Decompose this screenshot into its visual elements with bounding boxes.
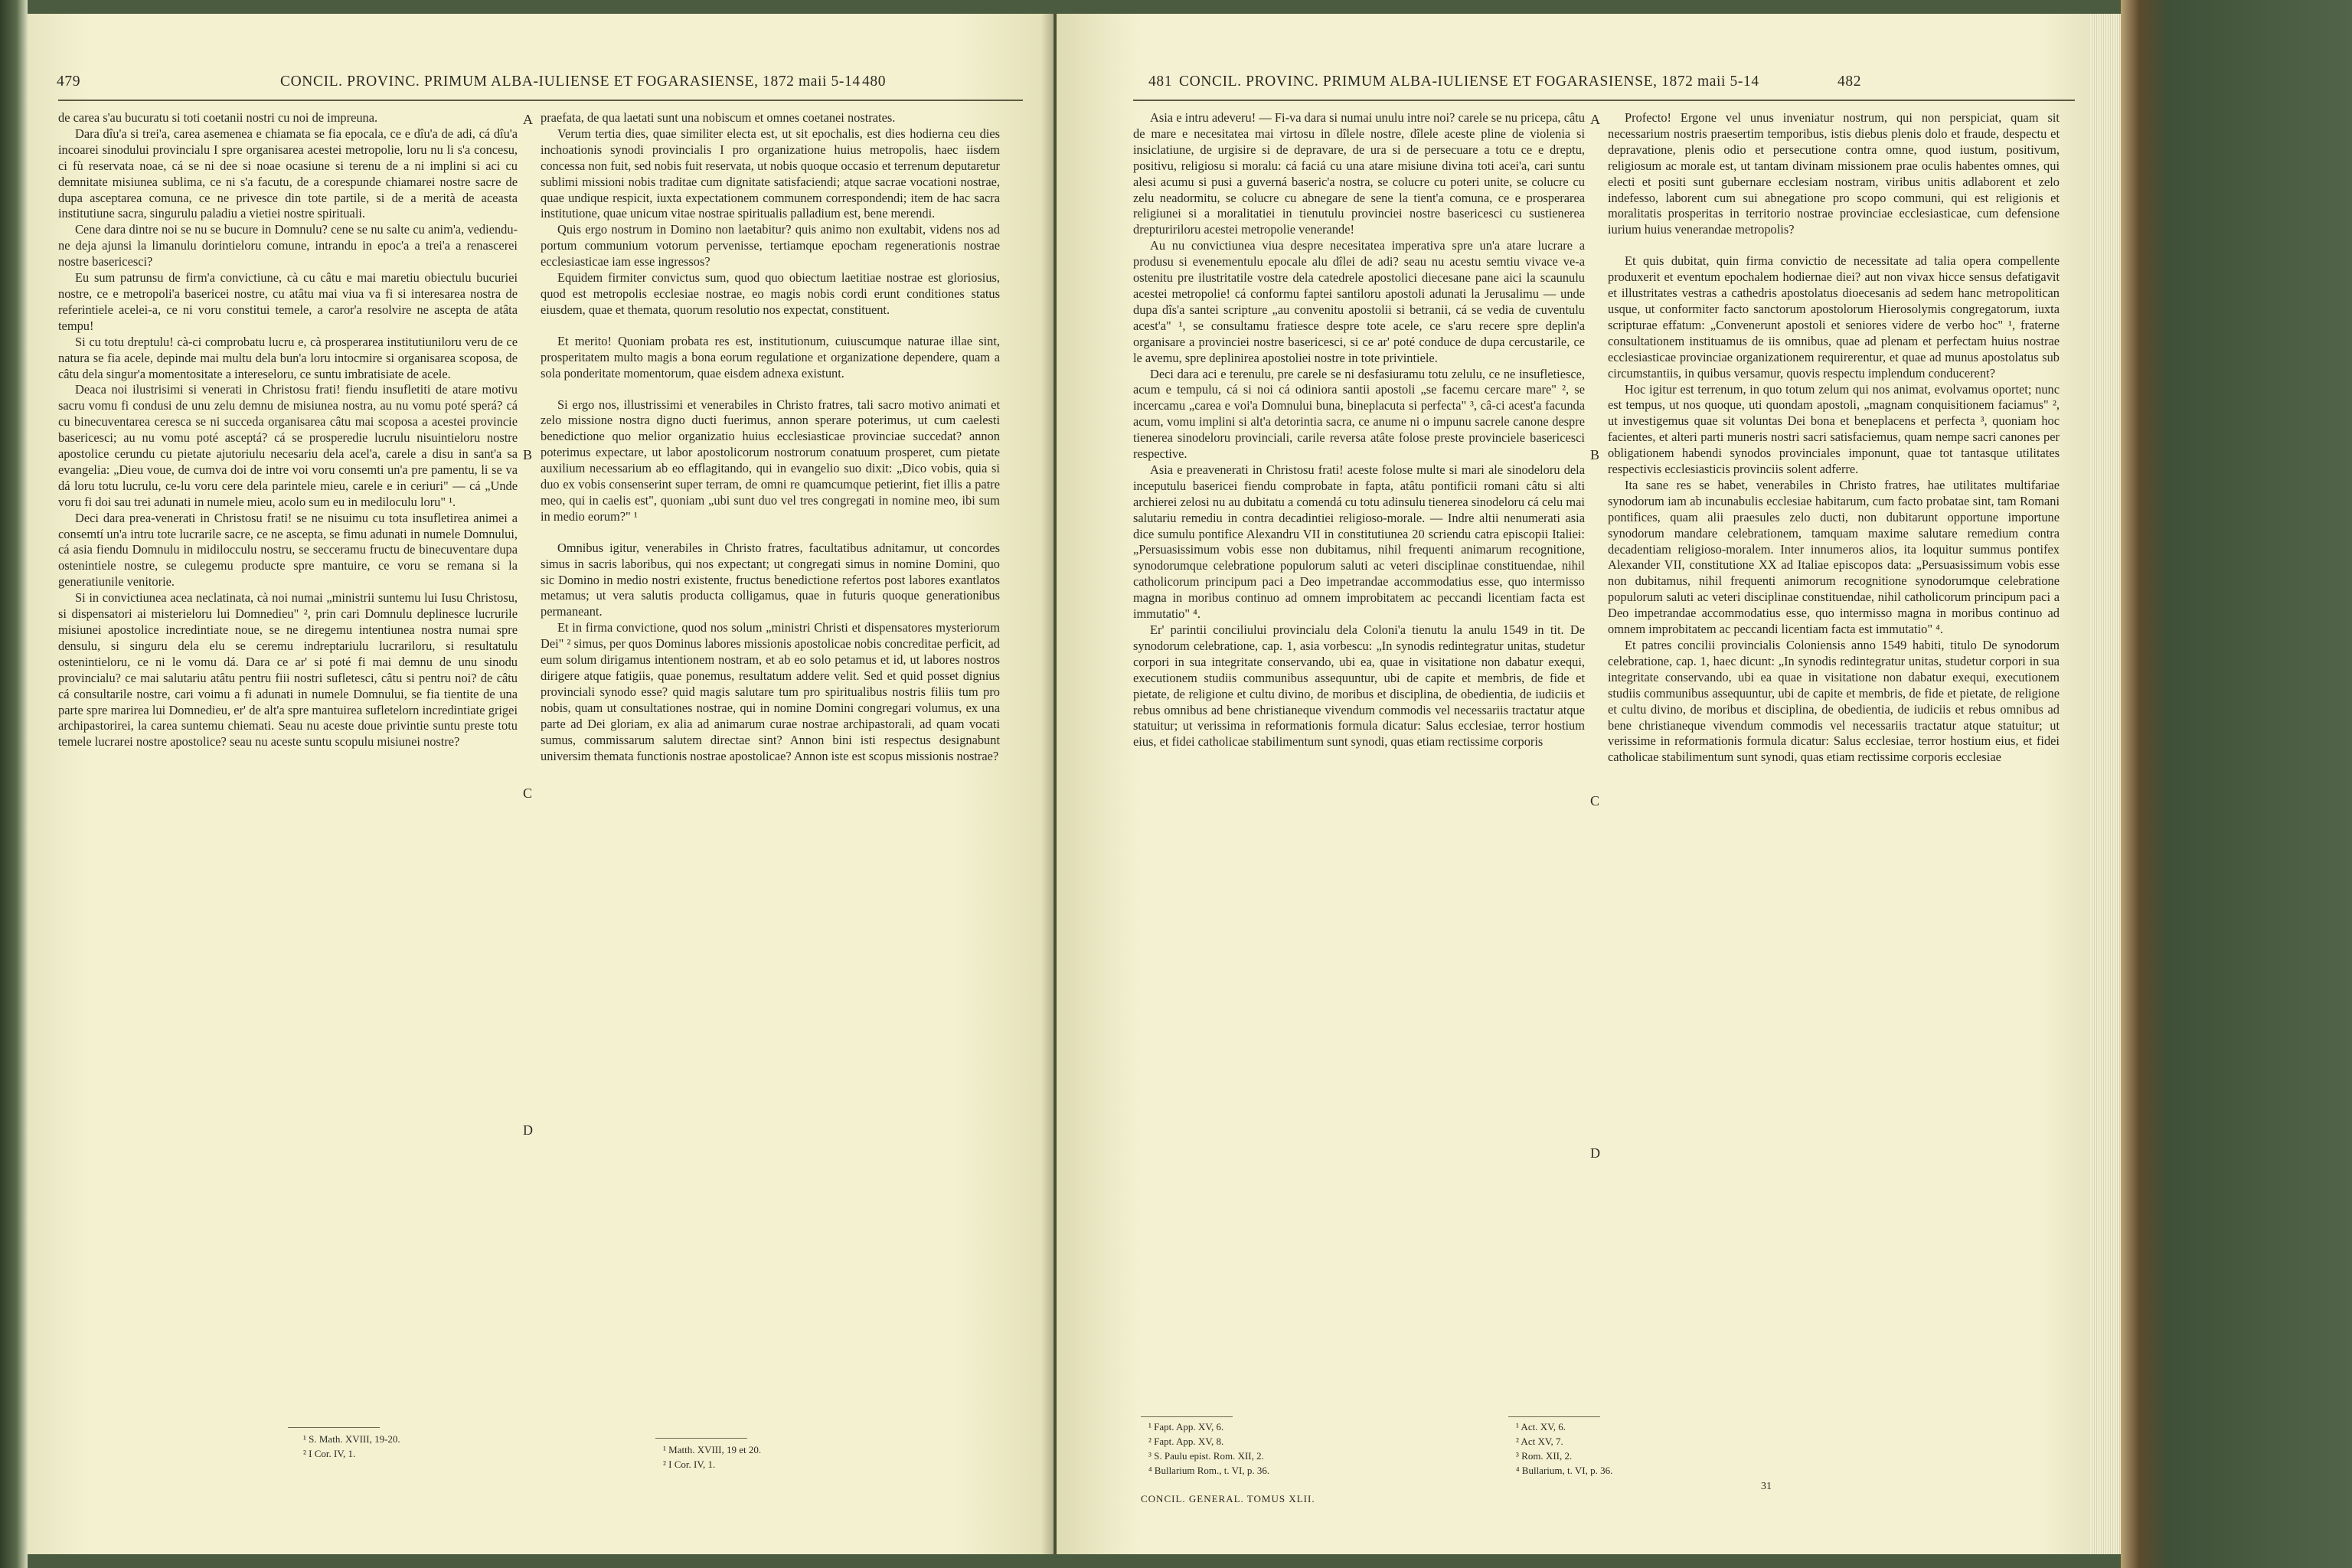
book-left-edge: [0, 0, 28, 1568]
margin-letter-a: A: [1590, 112, 1600, 127]
margin-letter-d: D: [523, 1122, 533, 1138]
paragraph: praefata, de qua laetati sunt una nobiscum et omnes coetanei nostrates.: [541, 110, 896, 125]
footnote: ¹ Matth. XVIII, 19 et 20.: [663, 1444, 762, 1455]
left-page-number-b: 480: [862, 74, 887, 90]
paragraph: Au nu convictiunea viua despre necesitatea imperativa spre un'a atare lucrare a produsu si evenementulu epocale alu dîlei de adi? seau nu acestu semtiu vivace ve-a ostenitu pre ilustritatile vostre dela catedrele apostolici diecesane pane aici la scaunulu acestei metropolie! cá conformu faptei santiloru apostoli adunati la Jerusalimu — unde dupa dîs'a santei scripture „au convenitu apostolii si betranii, cá se vedia de cuventulu acest'a" ¹, se consultamu fratiesce despre tote acele, ce s'aru recere spre deplin'a organisare a provinciei nostre basericesci, si ce ar' poté conduce de dupa cercustarile, ce le avemu, spre deplinirea apostoliei nostre in tote privintiele.: [1133, 238, 1585, 365]
paragraph: Deaca noi ilustrisimi si venerati in Christosu frati! fiendu insufletiti de atare motivu sacru vomu fi condusi de unu zelu demnu de misiunea nostra, au nu vomu poté sperá? cá cu binecuventarea ceresca se ni succeda organisarea câtu mai scoposa a acestei provincie basericesci; au nu vomu poté asceptá? cá se prosperedie lucrulu nisuintieloru nostre apostolice cerundu cu pietate ajutoriulu necesariu dela acel'a, carele a disu in sant'a sa evangelia: „Dieu voue, de cumva doi de intre voi voru consemti un'a pre pamentu, li se va dá loru totu lucrulu, ce-lu voru cere dela parintele mieu, carele e in ceriuri" — cá „Unde voru fi doi sau trei adunati in numele mieu, acolo sum eu in mediloculu loru" ¹.: [58, 382, 518, 509]
paragraph: de carea s'au bucuratu si toti coetanii nostri cu noi de impreuna.: [58, 110, 378, 125]
footnote: ³ Rom. XII, 2.: [1516, 1450, 1573, 1462]
paragraph: Et merito! Quoniam probata res est, institutionum, cuiuscumque naturae illae sint, prosperitatem multo magis a bona eorum regulatione et organizatione dependere, quam a sola ponderitate momentorum, quae eisdem adnexa existunt.: [541, 333, 1000, 381]
footnote-rule: [1508, 1416, 1600, 1417]
right-page: [1057, 14, 2090, 1554]
paragraph: Asia e intru adeveru! — Fi-va dara si numai unulu intre noi? carele se nu pricepa, câtu de mare e necesitatea mai virtosu in dîlele nostre, dîlele aceste pline de violenia si insiclatiune, de urgisire si de depravare, de ura si de persecuare a totu ce e dreptu, positivu, religiosu si moralu: cá faciá cu una atare misiune divina toti acei'a, cari suntu alesi acumu si pusi a guverná baseric'a nostra, se colucre cu poteri unite, se colucre cu zelu neadormitu, se colucre cu abnegare de sene la tient'a comuna, ce e prosperarea religiunei si a moralitatiei in tienutulu provinciei nostre basericesci cu sustienerea dreptuririloru acestei metropolie venerande!: [1133, 110, 1585, 237]
paragraph: Quis ergo nostrum in Domino non laetabitur? quis animo non exultabit, videns nos ad portum communium votorum pervenisse, tertiamque epocham regenerationis nostrae ecclesiasticae iam esse ingressos?: [541, 222, 1000, 270]
paragraph: Et in firma convictione, quod nos solum „ministri Christi et dispensatores mysteriorum Dei" ² simus, per quos Dominus labores missionis apostolicae nobis concreditae perficit, ad eum solum dirigamus intentionem nostram, et ab eo solo petamus et id, ut labores nostros dirigere atque fatigiis, quae ponemus, resultatum addere velit. Sed et quid posset dignius provinciali synodo esse? quid magis salutare tum pro spiritualibus nostris filiis tum pro nobis, quam ut consultationes nostrae, qui in nomine Domini congregari volumus, ex una parte ad Dei gloriam, ex alia ad animarum curae nostrae archipastorali, ad quam vocati sumus, commissarum salutem directae sint? Annon bini isti respectus designabunt universim themata functionis nostrae apostolicae? Annon iste est scopus missionis nostrae?: [541, 620, 1000, 763]
margin-letter-c: C: [523, 786, 533, 801]
paragraph: Dara dîu'a si trei'a, carea asemenea e chiamata se fia epocala, ce e dîu'a de adi, cá dîu'a incoarei sinodului provincialu I spre organisarea acestei metropolie, loru nu li s'a concesu, ci fù reservata noae, cá se ni dee si noae ocasiune si terenu de a ni implini si aci cu demnitate misiunea sublima, ce ni s'a facutu, de a corespunde chiamarei nostre sacre de dupa asceptarea comuna, ce ne privesce din tote partile, si de a merità de aceasta institutiune sacra, singurulu paladiu a vietiei nostre spirituali.: [58, 126, 518, 221]
left-header-rule: [58, 100, 1023, 101]
right-footnotes-romanian: [1148, 1419, 1269, 1478]
footnote: ² I Cor. IV, 1.: [303, 1448, 356, 1459]
paragraph: Asia e preavenerati in Christosu frati! aceste folose multe si mari ale sinodeloru dela inceputulu basericei fiendu comprobate in fapta, atâtu pontificii romani câtu si alti archierei zelosi nu au dubitatu a comendá cu totu adinsulu tienerea sinodeloru cá celu mai salutariu remediu in contra decadintiei religioso-morale. — Indre altii nenumerati asia dice sumulu pontifice Alexandru VII in constitutiunea 20 scriendu catra episcopii Italiei: „Persuasissimum vobis esse non dubitamus, nihil frequenti animarum recognitione, synodorumque celebratione populorum saluti ac veteri disciplinae constituendae, nihil catholicorum principum paci a Deo impetrandae accommodatius esse, quo intermisso magna in moribus continuo ad omnem improbitatem ac peccandi licentiam facta est immutatio" ⁴.: [1133, 462, 1585, 622]
right-header-rule: [1133, 100, 2075, 101]
left-footnotes-romanian: [303, 1432, 400, 1461]
margin-letter-c: C: [1590, 793, 1600, 808]
margin-letter-b: B: [523, 447, 533, 462]
footnote: ¹ Fapt. App. XV, 6.: [1148, 1421, 1224, 1432]
margin-letter-a: A: [523, 112, 533, 127]
paragraph: Ita sane res se habet, venerabiles in Christo fratres, hae utilitates multifariae synodorum iam ab incunabulis ecclesiae habitarum, cum facto probatae sint, tam Romani pontifices, quam alii praesules zelo ducti, non dubitarunt opportune importune synodorum mandare celebrationem, tamquam maxime salutare remedium contra decadentiam religioso-moralem. Inter innumeros alios, ita loquitur summus pontifex Alexander VII, constitutione XX ad Italiae episcopos data: „Persuasissimum vobis esse non dubitamus, nihil frequenti animorum recognitione synodorumque celebratione populorum saluti ac veteri disciplinae constituendae, nihil catholicorum principum paci a Deo impetrandae accommodatius esse, quo intermisso magna in moribus continuo ad omnem improbitatem ac peccandi licentiam facta est immutatio" ⁴.: [1608, 477, 2060, 637]
paragraph: Et patres concilii provincialis Coloniensis anno 1549 habiti, titulo De synodorum celebratione, cap. 1, haec dicunt: „In synodis redintegratur unitas, studetur corpori in sua integritate conservando, ubi ea quae in visitatione non dabatur exequi, executionem studiis communibus assequuntur, ubi de capite et membris, de fide et pietate, de religione et cultu divino, de moribus et disciplina, de obedientia, de iudiciis et rebus omnibus ad bene christianeque vivendum commodis vel necessariis tractatur atque statuitur; ut verissime in reformationis formula dicatur: Salus ecclesiae, terror hostium eius, et fidei catholicae stabilimentum sunt synodi, quas etiam rectissime corporis ecclesiae: [1608, 638, 2060, 765]
footnote: ¹ Act. XV, 6.: [1516, 1421, 1566, 1432]
paragraph: Verum tertia dies, quae similiter electa est, ut sit epochalis, est dies hodierna ceu dies inchoationis synodi provincialis I pro organizatione huius metropolis, haec iisdem concessa non fuit, sed nobis fuit reservata, ut nobis quoque occasio et terrenum deputaretur sublimi missioni nobis traditae cum dignitate satisfaciendi; atque sacrae vocationi nostrae, quae undique respicit, iuxta expectationem communem correspondendi; item de hac sacra institutione, quae unicum vitae nostrae spiritualis palladium est, bene merendi.: [541, 126, 1000, 221]
right-column-romanian: [1133, 110, 1585, 750]
paragraph: Equidem firmiter convictus sum, quod quo obiectum laetitiae nostrae est gloriosius, quod est metropolis ecclesiae nostrae, eo magis nobis cordi erunt conditiones status eiusdem, quae et themata, quorum resolutio nos expectat, constituent.: [541, 270, 1000, 317]
left-footnotes-latin: [663, 1442, 761, 1472]
page-block-edge: [2090, 14, 2121, 1554]
sheet-number: 31: [1761, 1481, 1772, 1492]
paragraph: Et quis dubitat, quin firma convictio de necessitate ad talia opera compellente produxerit et eventum epochalem hodiernae diei? aut non vivax hicce sensus defatigavit et illustritates vestras a cathedris apostolatus dioecesanis ad sedem hanc metropolitican usque, ut conformiter facto sanctorum apostolorum Hierosolymis congregatorum, iuxta scripturae effatum: „Convenerunt apostoli et seniores videre de verbo hoc" ¹, fraterne consultationem instituamus de iis omnibus, quae ad plenam et perfectam huius nostrae ecclesiasticae provinciae organizationem requirerentur, et quae ad munus apostolatus sub circumstantiis, in quibus versamur, quovis respectu implendum conducerent?: [1608, 253, 2060, 381]
left-running-header: [57, 74, 861, 90]
paragraph: Si cu totu dreptulu! cà-ci comprobatu lucru e, cà prosperarea institutiuniloru veru de ce natura se fia acele, depinde mai multu dela bun'a loru intocmire si organisarea scoposa, de câtu dela singur'a momentositate a intereseloru, ce suntu imbratisiate de acele.: [58, 334, 518, 381]
book-cover: [2121, 0, 2352, 1568]
paragraph: Er' parintii conciliului provincialu dela Coloni'a tienutu la anulu 1549 in tit. De synodorum celebratione, cap. 1, asia vorbescu: „In synodis redintegratur unitas, studetur corpori in sua integritate conservando, ubi ea, quae in visitatione non dabatur exequi, executionem studiis communibus assequuntur, ubi de capite et membris, de fide et pietate, de religione et cultu divino, de moribus et disciplina, de obedientia, de iudiciis et rebus omnibus ad bene christianeque vivendum commodis vel necessariis tractatur atque statuitur; ut verissima in reformationis formula dicatur: Salus ecclesiae, terror hostium eius, et fidei catholicae stabilimentum sunt synodi, quas etiam rectissime corporis: [1133, 622, 1585, 750]
right-page-number-a: 481: [1148, 74, 1173, 90]
paragraph: Cene dara dintre noi se nu se bucure in Domnulu? cene se nu salte cu anim'a, vediendu-ne deja ajunsi la limanulu dorintieloru comune, intrandu in epoc'a a trei'a a renascerei nostre basericesci?: [58, 222, 518, 270]
footnote-rule: [288, 1427, 380, 1428]
left-page: [28, 14, 1054, 1554]
footnote-rule: [1141, 1416, 1233, 1417]
paragraph: Si in convictiunea acea neclatinata, cà noi numai „ministrii suntemu lui Iusu Christosu, si dispensatori ai misterieloru lui Domnedieu" ², prin cari Domnulu deplinesce lucrurile misiunei apostolice incredintiate noue, se ne diregemu intentiunea nostra numai spre densulu, si singuru dela elu se ceremu indreptariulu lucrariloru, si resultatulu ostenintieloru, ce ni le vomu dá. Dara ce ar' si poté fi mai demnu de unu sinodu provincialu? ce mai salutariu atâtu pentru fiii nostri sufletesci, câtu si pentru noi? de câtu cá consultarile nostre, cari voimu a fi adunati in numele Domnului, se fia tientite de una parte spre marirea lui Domnedieu, er' de alt'a spre mantuirea sufletelorn incredintiate grigei archipastorirei, la carea suntemu chiemati. Seau nu aceste doue privintie suntu preste totu temele lucrarei nostre apostolice? seau nu aceste suntu scopulu misiunei nostre?: [58, 590, 518, 750]
left-running-title: CONCIL. PROVINC. PRIMUM ALBA-IULIENSE ET FOGARASIENSE, 1872 maii 5-14: [280, 74, 861, 90]
right-footnotes-latin: [1516, 1419, 1612, 1478]
footnote: ⁴ Bullarium, t. VI, p. 36.: [1516, 1465, 1613, 1476]
paragraph: Si ergo nos, illustrissimi et venerabiles in Christo fratres, tali sacro motivo animati et zelo missione nostra digno ducti fuerimus, annon sperare poterimus, ut cum caelesti benedictione quo melior organizatio huius ecclesiasticae provinciae succedat? annon poterimus expectare, ut labor apostolicorum nostrorum conatuum prosperet, cum pietate auxilium necessarium ab eo efflagitando, qui in evangelio suo dixit: „Dico vobis, quia si duo ex vobis consenserint super terram, de omni re quamcumque petierint, fiet illis a patre meo, qui in caelis est", quoniam „ubi sunt duo vel tres congregati in nomine meo, ibi sum in medio eorum?" ¹: [541, 397, 1000, 524]
signature-line: CONCIL. GENERAL. TOMUS XLII.: [1141, 1493, 1315, 1504]
footnote: ² Fapt. App. XV, 8.: [1148, 1436, 1224, 1447]
margin-letter-b: B: [1590, 447, 1600, 462]
paragraph: Hoc igitur est terrenum, in quo totum zelum qui nos animat, evolvamus oportet; nunc est tempus, ut nos quoque, uti quondam apostoli, „magnam conquisitionem faciamus" ², ut investigemus quae sit voluntas Dei bona et beneplacens et perfecta ³, quoniam hoc facientes, et alteri parti muneris nostri sacri satisfaciemus, quam nempe sacri canones per obligationem habendi synodos provinciales imponunt, quae tot tantasque utilitates respectivis ecclesiasticis provinciis solent adferre.: [1608, 381, 2060, 477]
left-page-number-a: 479: [57, 74, 81, 90]
paragraph: Omnibus igitur, venerabiles in Christo fratres, facultatibus adnitamur, ut concordes simus in sacris laboribus, qui nos expectant; ut congregati simus in nomine Domini, quo sic Domino in medio nostri existente, fructus benedictione refertos post labores exantlatos metamus; ut vera salutis producta colligamus, quae in futuris quoque generationibus permaneant.: [541, 540, 1000, 619]
paragraph: Eu sum patrunsu de firm'a convictiune, cà cu câtu e mai maretiu obiectulu bucuriei nostre, ce e metropoli'a basericei nostre, cu atâtu mai viua va fi si interesarea nostra de referintiele acelei-a, ce ni voru constitui temele, a caror'a resolvire ne ascepta de atâta tempu!: [58, 270, 518, 333]
footnote: ² I Cor. IV, 1.: [663, 1459, 716, 1470]
footnote: ⁴ Bullarium Rom., t. VI, p. 36.: [1148, 1465, 1270, 1476]
footnote-rule: [655, 1438, 747, 1439]
footnote: ³ S. Paulu epist. Rom. XII, 2.: [1148, 1450, 1264, 1462]
left-column-romanian: [58, 110, 518, 750]
margin-letter-d: D: [1590, 1145, 1600, 1161]
paragraph: Deci dara prea-venerati in Christosu frati! se ne nisuimu cu tota insufletirea animei a consemtí un'a intru tote lucrarile sacre, ce ne ascepta, se fimu adunati in numele Domnului, cá asia fiendu Domnulu in midilocculu nostru, se secceramu fructu de binecuventare dupa ostenintiele nostre, se culegemu producte spre mantuire, ce voru se remana si la generatiunile venitorie.: [58, 510, 518, 590]
right-running-title: CONCIL. PROVINC. PRIMUM ALBA-IULIENSE ET FOGARASIENSE, 1872 maii 5-14: [1179, 74, 1759, 90]
right-column-latin: [1608, 110, 2060, 766]
paragraph: Deci dara aci e terenulu, pre carele se ni desfasiuramu totu zelulu, ce ne insufletiesce, acum e tempulu, cá si noi cá odiniora santii apostoli „se facemu cercare mare" ², se incercamu „carea e voi'a Domnului buna, bineplacuta si perfecta" ³, câ-ci acest'a facunda acum, vomu implini si alt'a detorintia sacra, ce anume ni o impunu sacrele canone despre tienerea sinodeloru provinciali, carile reversa atâte folose preste provinciele basericesci respective.: [1133, 366, 1585, 462]
footnote: ¹ S. Math. XVIII, 19-20.: [303, 1433, 400, 1445]
right-page-number-b: 482: [1838, 74, 1862, 90]
left-column-latin: [541, 110, 1000, 764]
footnote: ² Act XV, 7.: [1516, 1436, 1563, 1447]
paragraph: Profecto! Ergone vel unus inveniatur nostrum, qui non perspiciat, quam sit necessarium nostris praesertim temporibus, istis diebus plenis dolo et fraude, despectu et depravatione, plenis odio et persecutione contra omne, quod iustum, positivum, religiosum ac morale est, ut tantam divinam missionem prae oculis habentes omnes, qui electi et positi sunt gubernare ecclesiam nostram, viribus unitis adlaborent et zelo indefesso, laborent cum sui abnegatione pro scopo communi, qui est religionis et moralitatis prosperitas in territorio nostrae provinciae ecclesiasticae, cum defensione iurium huius venerandae metropolis?: [1608, 110, 2060, 237]
